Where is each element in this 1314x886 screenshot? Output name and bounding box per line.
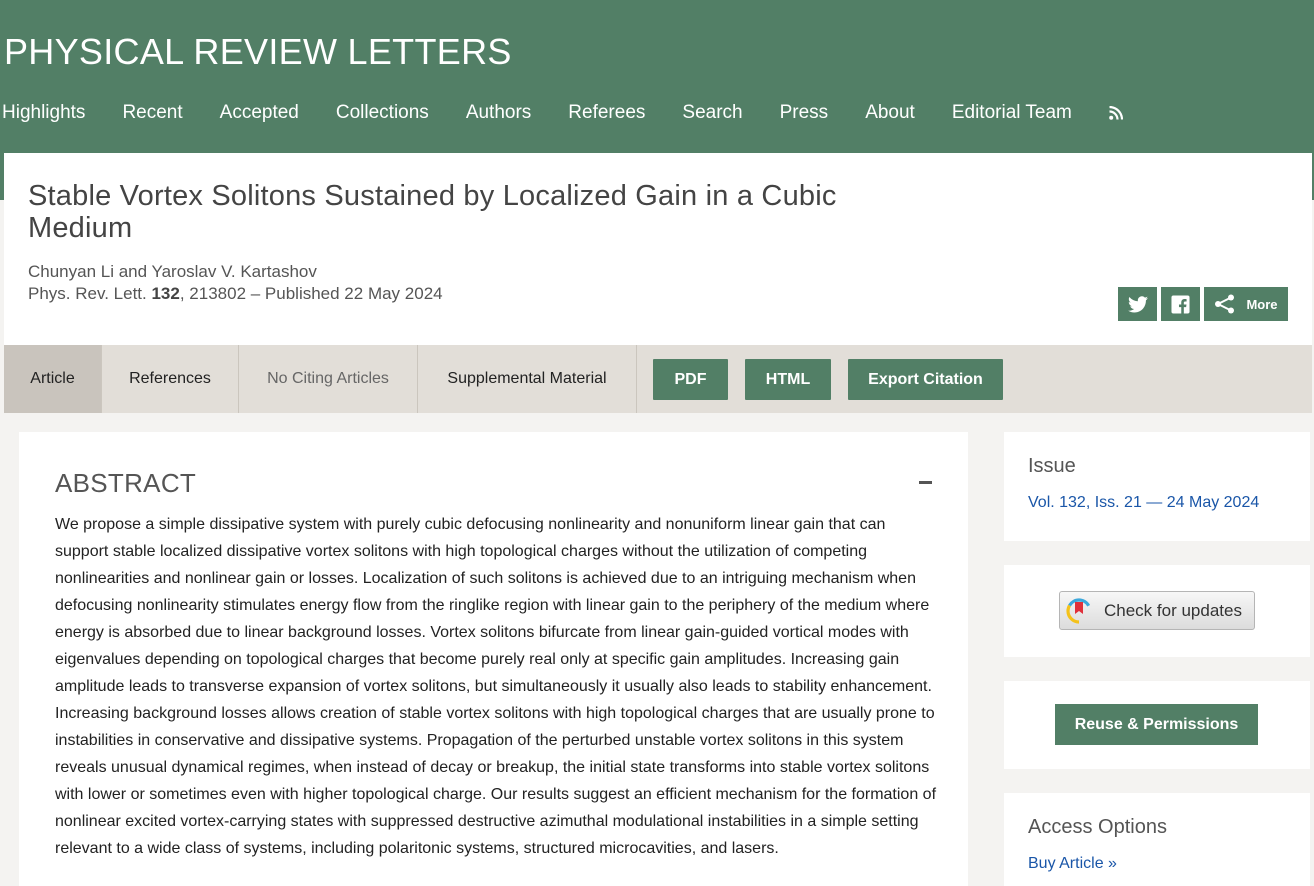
volume-number: 132 <box>151 284 180 303</box>
buy-article-link[interactable]: Buy Article » <box>1028 855 1117 872</box>
rss-icon[interactable] <box>1109 106 1123 120</box>
access-options-label: Access Options <box>1028 816 1167 838</box>
pdf-button[interactable]: PDF <box>653 359 728 400</box>
reuse-permissions-button[interactable]: Reuse & Permissions <box>1055 704 1258 745</box>
share-facebook-button[interactable] <box>1161 287 1200 321</box>
check-for-updates-label: Check for updates <box>1104 600 1242 620</box>
nav-referees[interactable]: Referees <box>568 102 646 123</box>
nav-recent[interactable]: Recent <box>122 102 183 123</box>
nav-editorial-team[interactable]: Editorial Team <box>951 102 1072 123</box>
crossmark-icon <box>1066 598 1092 624</box>
share-more-button[interactable] <box>1204 287 1288 321</box>
reuse-card <box>1004 681 1310 769</box>
nav-about[interactable]: About <box>865 102 915 123</box>
abstract-card <box>19 432 968 886</box>
tab-article[interactable]: Article <box>4 345 102 413</box>
nav-press[interactable]: Press <box>779 102 829 123</box>
nav-accepted[interactable]: Accepted <box>219 102 299 123</box>
nav-collections[interactable]: Collections <box>335 102 429 123</box>
tab-references[interactable]: References <box>102 345 239 413</box>
article-title: Stable Vortex Solitons Sustained by Localized Gain in a Cubic Medium <box>28 180 837 244</box>
twitter-icon <box>1128 296 1148 313</box>
issue-card <box>1004 432 1310 541</box>
share-icon <box>1214 294 1236 314</box>
check-for-updates-button[interactable] <box>1059 591 1255 630</box>
article-authors: Chunyan Li and Yaroslav V. Kartashov <box>28 262 317 281</box>
article-tab-bar <box>4 345 1312 413</box>
issue-link[interactable]: Vol. 132, Iss. 21 — 24 May 2024 <box>1028 494 1260 511</box>
access-options-card <box>1004 793 1310 886</box>
site-header <box>0 0 1314 153</box>
abstract-text: We propose a simple dissipative system with purely cubic defocusing nonlinearity and nonuniform linear gain that can support stable localized dissipative vortex solitons with high topological charges without the utilization of competing nonlinearities and nonlinear gain or losses. Localization of such solitons is achieved due to an intriguing mechanism when defocusing nonlinearity stimulates energy flow from the ringlike region with linear gain to the periphery of the medium where energy is absorbed due to linear background losses. Vortex solitons bifurcate from linear gain-guided vortical modes with eigenvalues depending on topological charges that become purely real only at specific gain amplitudes. Increasing gain amplitude leads to transverse expansion of vortex solitons, but simultaneously it usually also leads to stability enhancement. Increasing background losses allows creation of stable vortex solitons with high topological charges that are usually prone to instabilities in conservative and dissipative systems. Propagation of the perturbed unstable vortex solitons in this system reveals unusual dynamical regimes, when instead of decay or breakup, the initial state transforms into stable vortex solitons with lower or sometimes even with higher topological charge. Our results suggest an efficient mechanism for the formation of nonlinear excited vortex-carrying states with suppressed destructive azimuthal modulational instabilities in a simple setting relevant to a wide class of systems, including polaritonic systems, structured microcavities, and lasers. <box>55 516 937 857</box>
collapse-icon[interactable] <box>919 481 932 484</box>
issue-label: Issue <box>1028 455 1076 477</box>
facebook-icon <box>1171 295 1190 314</box>
nav-authors[interactable]: Authors <box>465 102 532 123</box>
article-citation <box>28 284 443 304</box>
share-twitter-button[interactable] <box>1118 287 1157 321</box>
main-nav <box>2 100 1123 126</box>
tab-citing-articles[interactable]: No Citing Articles <box>239 345 418 413</box>
nav-search[interactable]: Search <box>682 102 743 123</box>
export-citation-button[interactable]: Export Citation <box>848 359 1003 400</box>
share-more-label: More <box>1246 296 1278 312</box>
tab-supplemental-material[interactable]: Supplemental Material <box>418 345 637 413</box>
journal-abbrev: Phys. Rev. Lett. <box>28 284 147 303</box>
nav-highlights[interactable]: Highlights <box>2 102 86 123</box>
html-button[interactable]: HTML <box>745 359 831 400</box>
abstract-heading: ABSTRACT <box>55 468 197 498</box>
check-updates-card <box>1004 565 1310 657</box>
citation-rest: , 213802 – Published 22 May 2024 <box>179 284 443 303</box>
journal-title[interactable]: PHYSICAL REVIEW LETTERS <box>4 31 512 72</box>
